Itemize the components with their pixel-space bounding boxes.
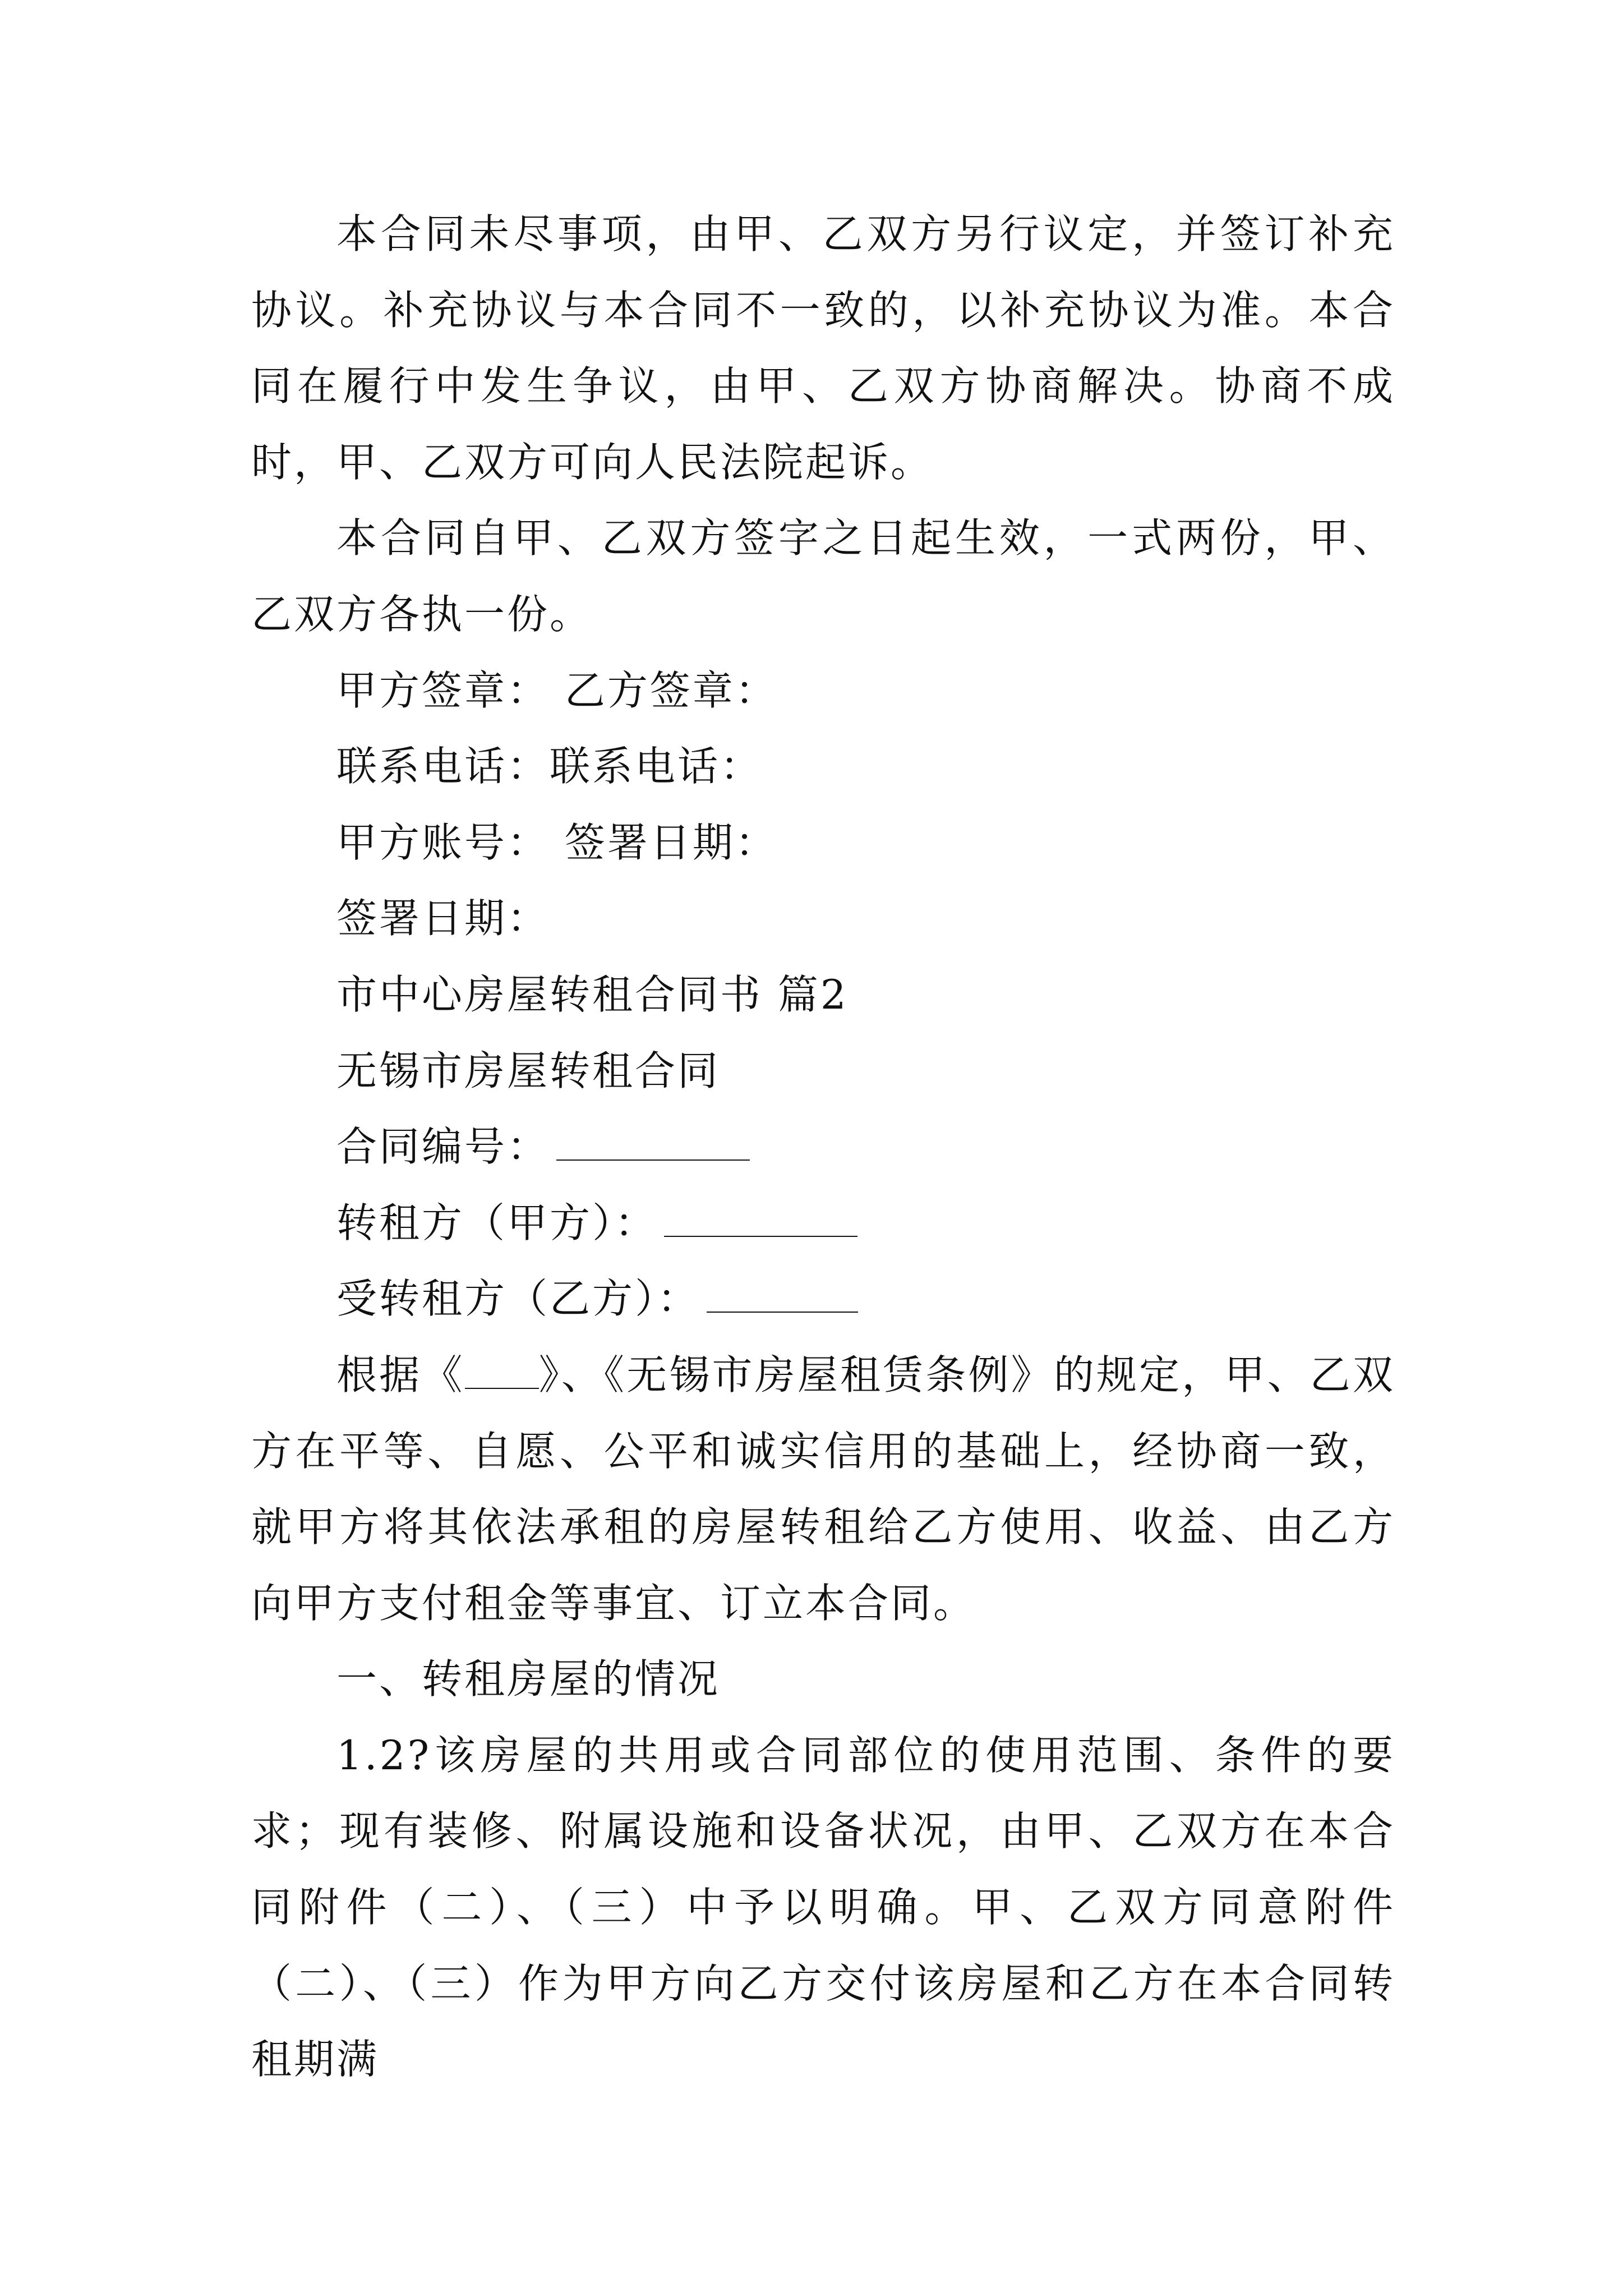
sublessor-blank (664, 1195, 857, 1237)
paragraph-supplement: 本合同未尽事项，由甲、乙双方另行议定，并签订补充协议。补充协议与本合同不一致的，以补充协议为准。本合同在履行中发生争议，由甲、乙双方协商解决。协商不成时，甲、乙双方可向人民法院起诉。 (251, 210, 1395, 486)
signing-date-line: 签署日期： (336, 895, 550, 942)
section-heading-one: 一、转租房屋的情况 (336, 1655, 721, 1703)
paragraph-effectiveness: 本合同自甲、乙双方签字之日起生效，一式两份，甲、乙双方各执一份。 (251, 514, 1395, 638)
phone-line: 联系电话：联系电话： (336, 743, 763, 790)
clause-1-2: 1.2?该房屋的共用或合同部位的使用范围、条件的要求；现有装修、附属设施和设备状况，由甲、乙双方在本合同附件（二）、（三）中予以明确。甲、乙双方同意附件（二）、（三）作为甲方向乙方交付该房屋和乙方在本合同转租期满 (251, 1731, 1395, 2083)
sublessor-line (251, 1185, 1395, 1262)
signature-line: 甲方签章： 乙方签章： (336, 666, 778, 714)
sublessee-line (251, 1261, 1395, 1337)
contract-number-line (251, 1109, 1395, 1185)
sublessee-label: 受转租方（乙方）： (336, 1275, 700, 1323)
sublessee-blank (707, 1271, 858, 1313)
contract-number-label: 合同编号： (336, 1123, 550, 1171)
contract-number-blank (556, 1119, 750, 1161)
sublessor-label: 转租方（甲方）： (336, 1199, 658, 1246)
basis-paragraph (251, 1337, 1395, 1641)
section-title: 市中心房屋转租合同书 篇2 (336, 970, 849, 1018)
law-name-blank (465, 1347, 539, 1389)
contract-title: 无锡市房屋转租合同 (336, 1047, 721, 1094)
basis-body: 》、《无锡市房屋租赁条例》的规定，甲、乙双方在平等、自愿、公平和诚实信用的基础上，经协商一致，就甲方将其依法承租的房屋转租给乙方使用、收益、由乙方向甲方支付租金等事宜、订立本合同。 (251, 1351, 1395, 1627)
document-body (251, 196, 1395, 2098)
account-line: 甲方账号： 签署日期： (336, 818, 778, 866)
basis-prefix: 根据《 (336, 1351, 465, 1398)
